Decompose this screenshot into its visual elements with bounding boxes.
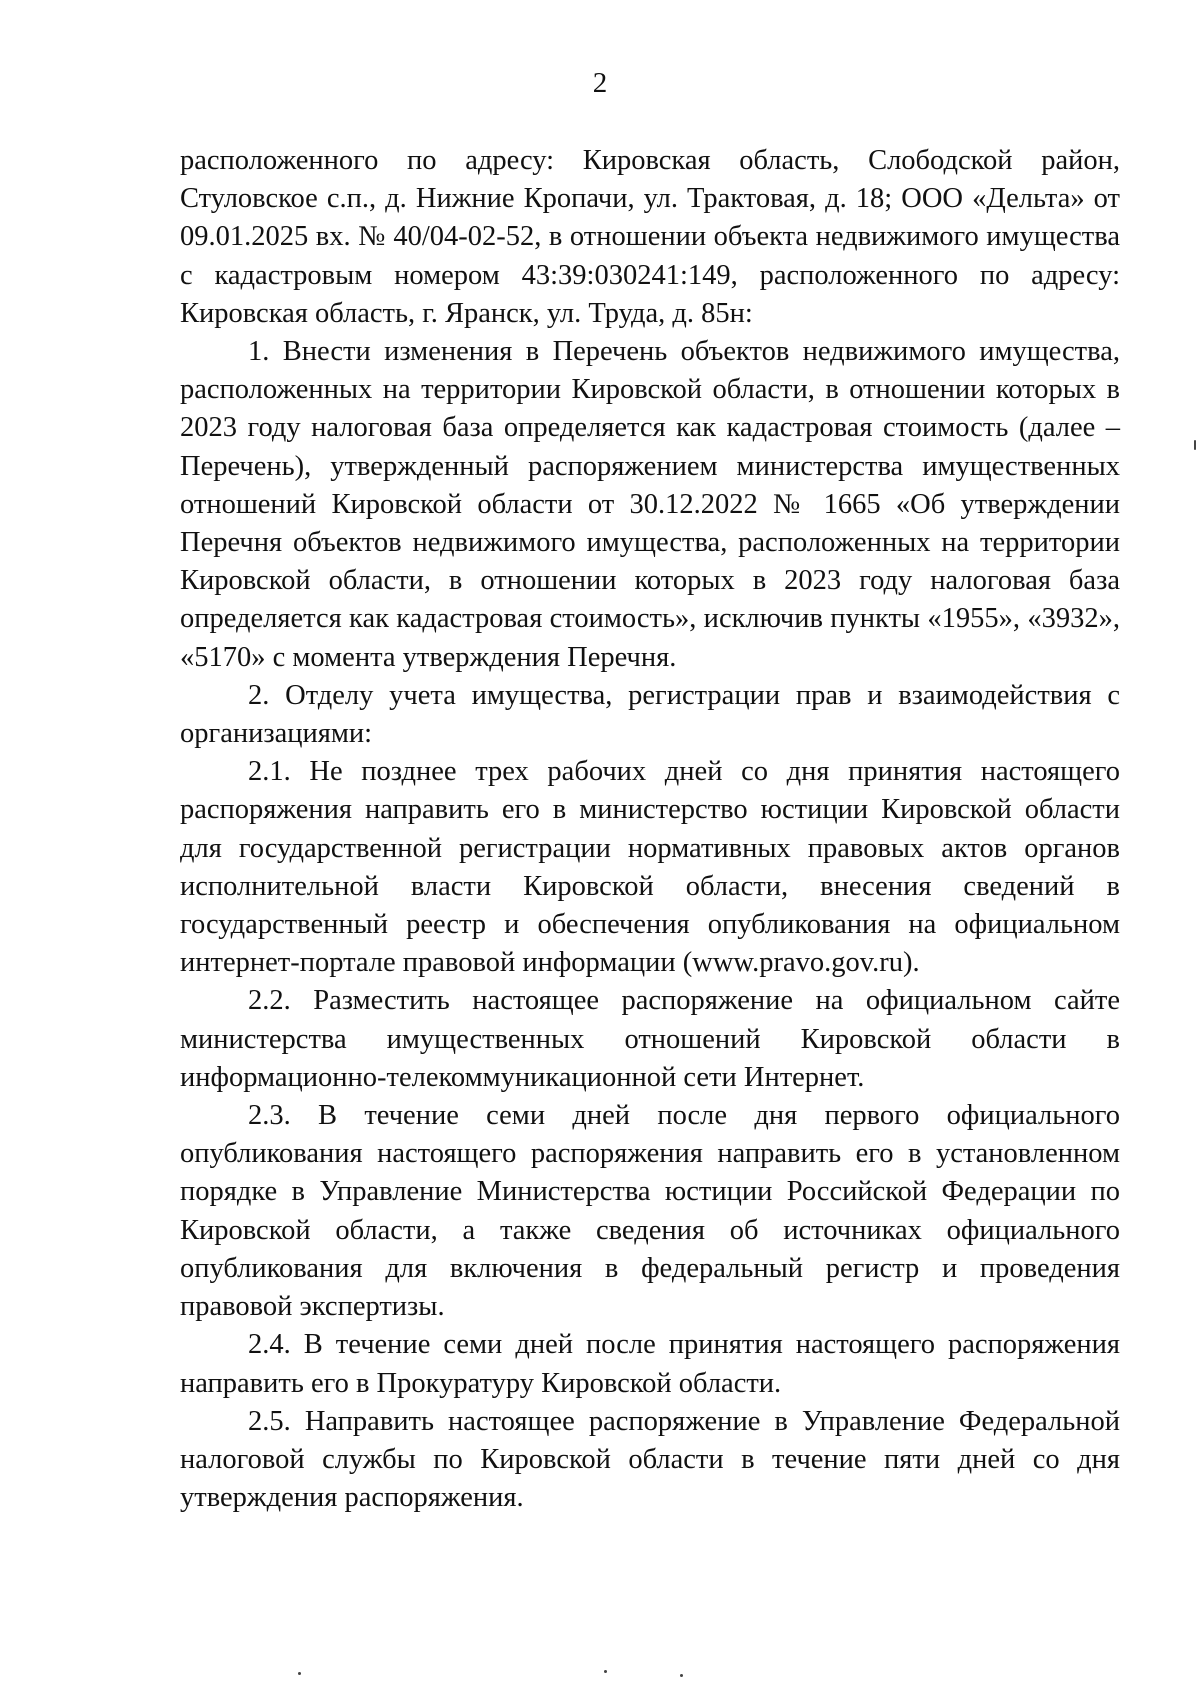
scan-speck (604, 1670, 607, 1673)
scan-speck (680, 1674, 683, 1677)
paragraph-item-1: 1. Внести изменения в Перечень объектов недвижимого имущества, расположенных на территории Кировской области, в отношении которых в 2023 году налоговая база определяется как кадастровая стоимость (далее – Перечень), утвержденный распоряжением министерства имущественных отношений Кировской области от 30.12.2022 № 1665 «Об утверждении Перечня объектов недвижимого имущества, расположенных на территории Кировской области, в отношении которых в 2023 году налоговая база определяется как кадастровая стоимость», исключив пункты «1955», «3932», «5170» с момента утверждения Перечня. (180, 336, 1120, 673)
paragraph-address-continuation: расположенного по адресу: Кировская область, Слободской район, Стуловское с.п., д. Нижние Кропачи, ул. Трактовая, д. 18; ООО «Дельта» от 09.01.2025 вх. № 40/04-02-52, в отношении объекта недвижимого имущества с кадастровым номером 43:39:030241:149, расположенного по адресу: Кировская область, г. Яранск, ул. Труда, д. 85н: (180, 145, 1120, 329)
paragraph-item-2-3: 2.3. В течение семи дней после дня первого официального опубликования настоящего распоряжения направить его в установленном порядке в Управление Министерства юстиции Российской Федерации по Кировской области, а также сведения об источниках официального опубликования для включения в федеральный регистр и проведения правовой экспертизы. (180, 1100, 1120, 1323)
paragraph-item-2-5: 2.5. Направить настоящее распоряжение в Управление Федеральной налоговой службы по Кировской области в течение пяти дней со дня утверждения распоряжения. (180, 1405, 1120, 1514)
paragraph-item-2-4: 2.4. В течение семи дней после принятия настоящего распоряжения направить его в Прокуратуру Кировской области. (180, 1329, 1120, 1399)
paragraph-item-2-1: 2.1. Не позднее трех рабочих дней со дня принятия настоящего распоряжения направить его в министерство юстиции Кировской области для государственной регистрации нормативных правовых актов органов исполнительной власти Кировской области, внесения сведений в государственный реестр и обеспечения опубликования на официальном интернет-портале правовой информации (www.pravo.gov.ru). (180, 756, 1120, 979)
document-body (180, 142, 1120, 1517)
paragraph-item-2-2: 2.2. Разместить настоящее распоряжение на официальном сайте министерства имущественных отношений Кировской области в информационно-телекоммуникационной сети Интернет. (180, 985, 1120, 1093)
paragraph-item-2: 2. Отделу учета имущества, регистрации прав и взаимодействия с организациями: (180, 679, 1120, 750)
scan-speck (298, 1672, 301, 1675)
page-number: 2 (592, 67, 608, 99)
scan-speck (1194, 440, 1196, 450)
